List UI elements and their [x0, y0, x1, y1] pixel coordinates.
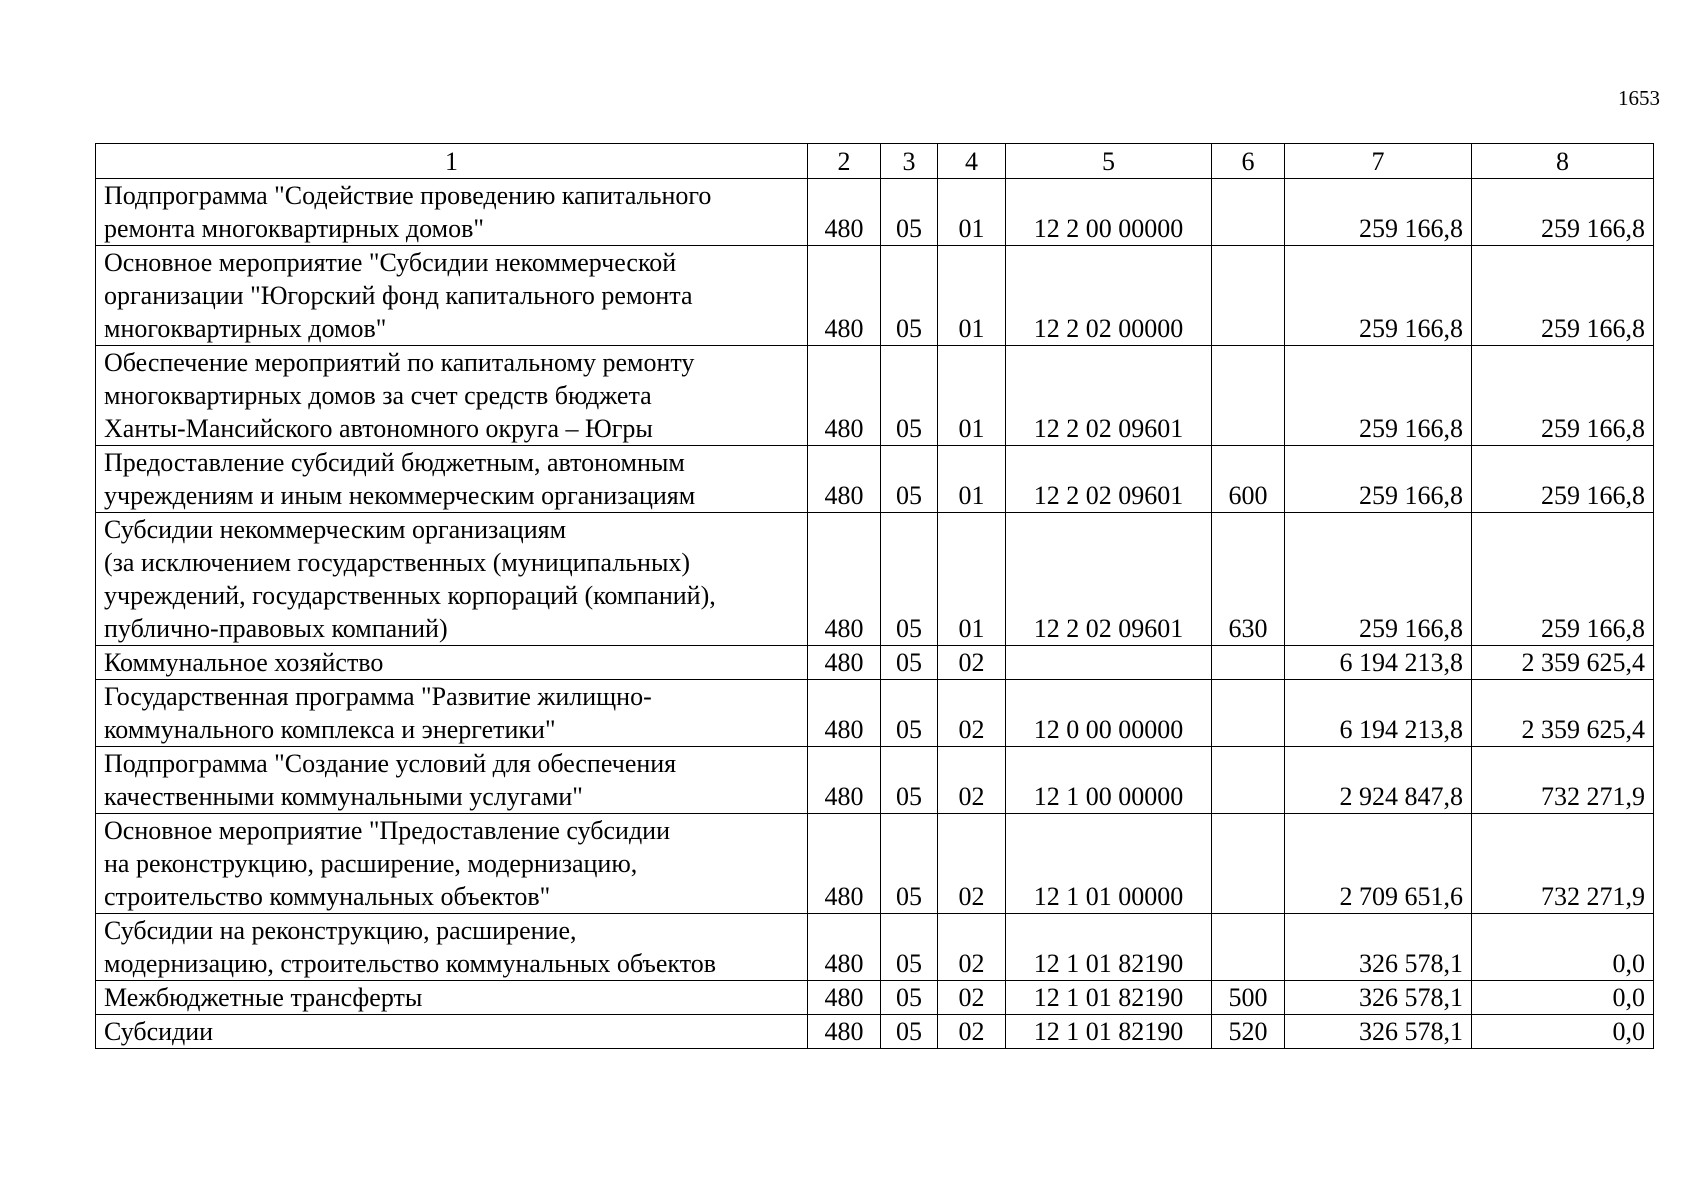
col7-cell: 2 924 847,8 [1285, 747, 1472, 814]
col3-cell: 05 [881, 513, 938, 646]
column-header: 4 [938, 144, 1006, 179]
table-row [96, 513, 1654, 646]
col5-cell: 12 1 01 82190 [1006, 914, 1212, 981]
table-row [96, 246, 1654, 346]
col7-cell: 259 166,8 [1285, 513, 1472, 646]
col7-cell: 6 194 213,8 [1285, 646, 1472, 680]
col8-cell: 259 166,8 [1472, 346, 1654, 446]
col3-cell: 05 [881, 814, 938, 914]
col6-cell [1212, 680, 1285, 747]
col6-cell [1212, 814, 1285, 914]
col4-cell: 02 [938, 747, 1006, 814]
col5-cell: 12 1 00 00000 [1006, 747, 1212, 814]
page-number: 1653 [1618, 86, 1660, 110]
col6-cell: 600 [1212, 446, 1285, 513]
col4-cell: 01 [938, 346, 1006, 446]
table-row [96, 446, 1654, 513]
col3-cell: 05 [881, 680, 938, 747]
col5-cell: 12 2 02 09601 [1006, 346, 1212, 446]
col6-cell [1212, 914, 1285, 981]
col3-cell: 05 [881, 179, 938, 246]
col8-cell: 259 166,8 [1472, 446, 1654, 513]
col7-cell: 2 709 651,6 [1285, 814, 1472, 914]
col6-cell: 630 [1212, 513, 1285, 646]
col8-cell: 259 166,8 [1472, 513, 1654, 646]
col8-cell: 259 166,8 [1472, 179, 1654, 246]
col8-cell: 0,0 [1472, 914, 1654, 981]
row-name-cell: Подпрограмма "Создание условий для обеспечения качественными коммунальными услугами" [96, 747, 808, 814]
col5-cell: 12 2 00 00000 [1006, 179, 1212, 246]
col7-cell: 259 166,8 [1285, 446, 1472, 513]
col6-cell [1212, 179, 1285, 246]
col4-cell: 01 [938, 446, 1006, 513]
col8-cell: 259 166,8 [1472, 246, 1654, 346]
col6-cell [1212, 747, 1285, 814]
col4-cell: 01 [938, 513, 1006, 646]
column-header: 7 [1285, 144, 1472, 179]
row-name-cell: Субсидии некоммерческим организациям (за исключением государственных (муниципальных) учреждений, государственных корпораций (компаний), публично-правовых компаний) [96, 513, 808, 646]
column-header: 3 [881, 144, 938, 179]
column-header: 5 [1006, 144, 1212, 179]
header-row [96, 144, 1654, 179]
col7-cell: 6 194 213,8 [1285, 680, 1472, 747]
col8-cell: 732 271,9 [1472, 814, 1654, 914]
col7-cell: 326 578,1 [1285, 914, 1472, 981]
table-row [96, 914, 1654, 981]
col3-cell: 05 [881, 981, 938, 1015]
row-name-cell: Межбюджетные трансферты [96, 981, 808, 1015]
col5-cell [1006, 646, 1212, 680]
col2-cell: 480 [808, 747, 881, 814]
col8-cell: 2 359 625,4 [1472, 680, 1654, 747]
column-header: 2 [808, 144, 881, 179]
col7-cell: 259 166,8 [1285, 246, 1472, 346]
row-name-cell: Подпрограмма "Содействие проведению капитального ремонта многоквартирных домов" [96, 179, 808, 246]
col2-cell: 480 [808, 680, 881, 747]
col4-cell: 02 [938, 981, 1006, 1015]
table-row [96, 981, 1654, 1015]
col4-cell: 01 [938, 179, 1006, 246]
row-name-cell: Предоставление субсидий бюджетным, автономным учреждениям и иным некоммерческим организациям [96, 446, 808, 513]
col5-cell: 12 2 02 09601 [1006, 513, 1212, 646]
col8-cell: 0,0 [1472, 981, 1654, 1015]
row-name-cell: Основное мероприятие "Субсидии некоммерческой организации "Югорский фонд капитального ремонта многоквартирных домов" [96, 246, 808, 346]
table-row [96, 814, 1654, 914]
col8-cell: 732 271,9 [1472, 747, 1654, 814]
col4-cell: 02 [938, 814, 1006, 914]
row-name-cell: Государственная программа "Развитие жилищно- коммунального комплекса и энергетики" [96, 680, 808, 747]
col6-cell [1212, 346, 1285, 446]
col4-cell: 01 [938, 246, 1006, 346]
col4-cell: 02 [938, 914, 1006, 981]
col3-cell: 05 [881, 1015, 938, 1049]
col2-cell: 480 [808, 914, 881, 981]
col2-cell: 480 [808, 346, 881, 446]
col3-cell: 05 [881, 446, 938, 513]
col5-cell: 12 0 00 00000 [1006, 680, 1212, 747]
column-header: 1 [96, 144, 808, 179]
row-name-cell: Коммунальное хозяйство [96, 646, 808, 680]
col3-cell: 05 [881, 914, 938, 981]
col7-cell: 259 166,8 [1285, 179, 1472, 246]
row-name-cell: Субсидии [96, 1015, 808, 1049]
col2-cell: 480 [808, 513, 881, 646]
col2-cell: 480 [808, 179, 881, 246]
col2-cell: 480 [808, 814, 881, 914]
col5-cell: 12 1 01 82190 [1006, 1015, 1212, 1049]
col5-cell: 12 1 01 82190 [1006, 981, 1212, 1015]
col3-cell: 05 [881, 747, 938, 814]
col7-cell: 259 166,8 [1285, 346, 1472, 446]
col2-cell: 480 [808, 981, 881, 1015]
column-header: 8 [1472, 144, 1654, 179]
col2-cell: 480 [808, 646, 881, 680]
col4-cell: 02 [938, 680, 1006, 747]
col2-cell: 480 [808, 1015, 881, 1049]
col3-cell: 05 [881, 346, 938, 446]
col5-cell: 12 2 02 09601 [1006, 446, 1212, 513]
col7-cell: 326 578,1 [1285, 1015, 1472, 1049]
table-row [96, 680, 1654, 747]
col6-cell: 520 [1212, 1015, 1285, 1049]
row-name-cell: Субсидии на реконструкцию, расширение, модернизацию, строительство коммунальных объектов [96, 914, 808, 981]
table-row [96, 747, 1654, 814]
col7-cell: 326 578,1 [1285, 981, 1472, 1015]
col5-cell: 12 1 01 00000 [1006, 814, 1212, 914]
row-name-cell: Обеспечение мероприятий по капитальному ремонту многоквартирных домов за счет средств бюджета Ханты-Мансийского автономного округа – Югры [96, 346, 808, 446]
table-row [96, 646, 1654, 680]
col6-cell [1212, 646, 1285, 680]
table-row [96, 1015, 1654, 1049]
table-row [96, 179, 1654, 246]
col4-cell: 02 [938, 646, 1006, 680]
col2-cell: 480 [808, 246, 881, 346]
col8-cell: 0,0 [1472, 1015, 1654, 1049]
col3-cell: 05 [881, 646, 938, 680]
row-name-cell: Основное мероприятие "Предоставление субсидии на реконструкцию, расширение, модернизацию, строительство коммунальных объектов" [96, 814, 808, 914]
col4-cell: 02 [938, 1015, 1006, 1049]
column-header: 6 [1212, 144, 1285, 179]
col3-cell: 05 [881, 246, 938, 346]
budget-table [95, 143, 1654, 1049]
col6-cell: 500 [1212, 981, 1285, 1015]
col2-cell: 480 [808, 446, 881, 513]
table-row [96, 346, 1654, 446]
col5-cell: 12 2 02 00000 [1006, 246, 1212, 346]
col8-cell: 2 359 625,4 [1472, 646, 1654, 680]
col6-cell [1212, 246, 1285, 346]
